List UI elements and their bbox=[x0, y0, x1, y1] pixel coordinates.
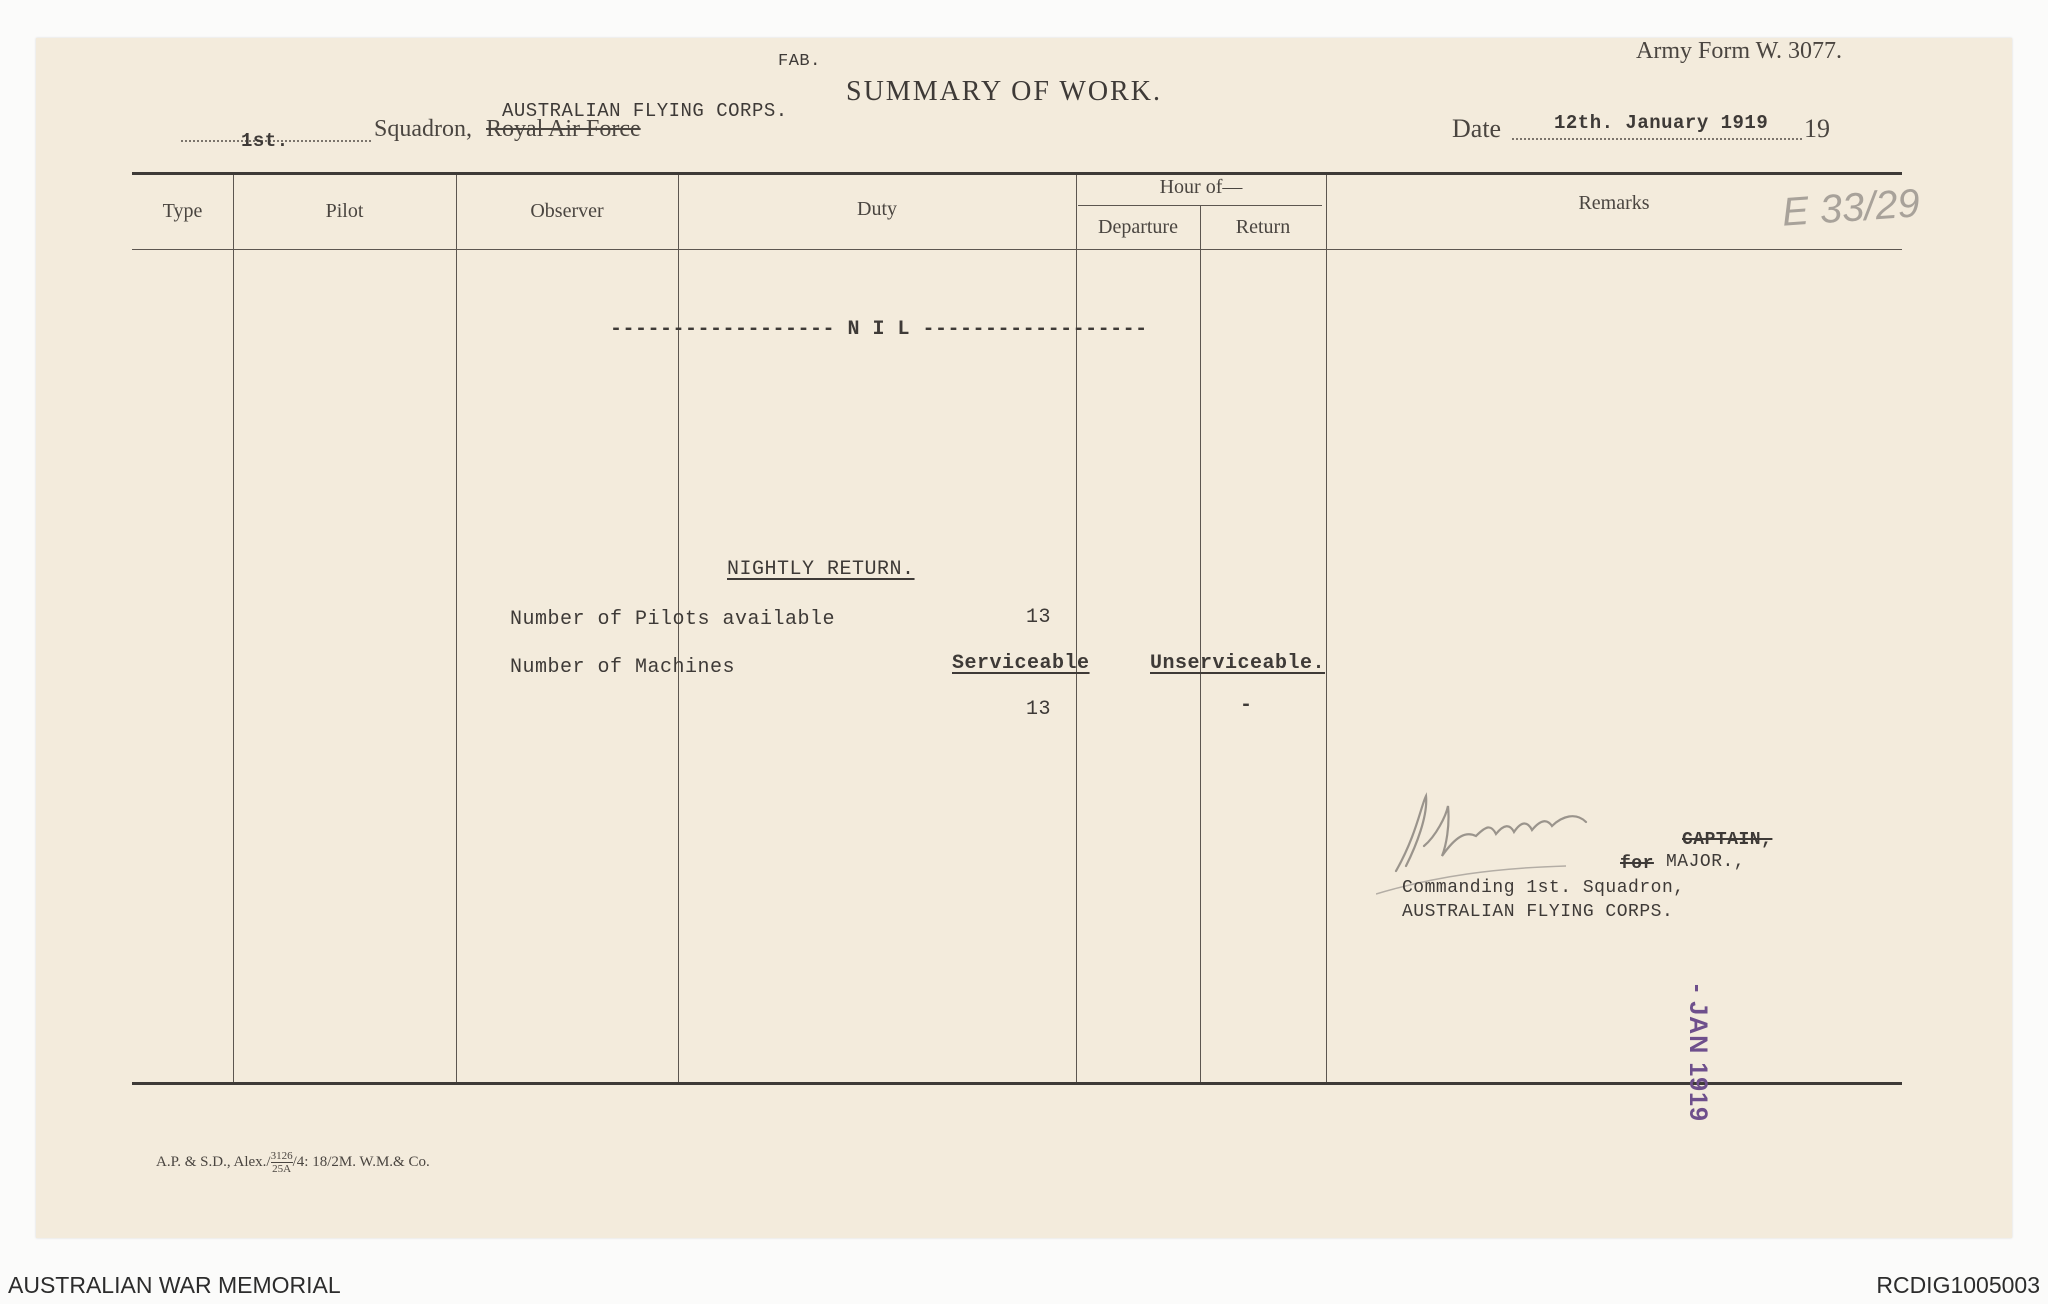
nil-entry: ------------------ N I L ------------------ bbox=[610, 318, 1148, 341]
archive-caption-left: AUSTRALIAN WAR MEMORIAL bbox=[8, 1272, 341, 1298]
header-bottom-rule bbox=[132, 249, 1902, 250]
header-type: Type bbox=[162, 200, 203, 222]
printer-prefix: A.P. & S.D., Alex./ bbox=[156, 1153, 271, 1170]
squadron-value: 1st. bbox=[241, 130, 289, 152]
pilots-available-label: Number of Pilots available bbox=[510, 608, 836, 631]
date-suffix: 19 bbox=[1804, 114, 1830, 143]
nightly-return-title: NIGHTLY RETURN. bbox=[727, 558, 915, 581]
commanding-line: Commanding 1st. Squadron, bbox=[1402, 878, 1685, 898]
col-divider-type bbox=[233, 175, 234, 1082]
printer-suffix: /4: 18/2M. W.M.& Co. bbox=[292, 1153, 430, 1170]
form-title: SUMMARY OF WORK. bbox=[846, 76, 1162, 107]
document-sheet bbox=[36, 38, 2012, 1238]
squadron-label: Squadron, bbox=[374, 116, 472, 142]
machines-label: Number of Machines bbox=[510, 656, 736, 679]
fraction-numerator: 3126 bbox=[270, 1150, 293, 1162]
date-dotted-line bbox=[1512, 138, 1802, 140]
header-hour-of: Hour of— bbox=[1159, 176, 1243, 198]
date-value: 12th. January 1919 bbox=[1554, 112, 1769, 134]
header-departure: Departure bbox=[1098, 216, 1178, 238]
header-duty: Duty bbox=[857, 198, 897, 220]
table-bottom-rule bbox=[132, 1082, 1902, 1085]
fab-mark: FAB. bbox=[778, 52, 821, 71]
signature-corps: AUSTRALIAN FLYING CORPS. bbox=[1402, 902, 1674, 922]
serviceable-label: Serviceable bbox=[952, 652, 1090, 675]
struck-rank: CAPTAIN, bbox=[1682, 830, 1773, 850]
table-top-rule bbox=[132, 172, 1902, 175]
serviceable-value: 13 bbox=[1026, 698, 1052, 721]
header-return: Return bbox=[1235, 216, 1291, 238]
col-divider-duty bbox=[1076, 175, 1077, 1082]
remarks-pencil-mark: E 33/29 bbox=[1780, 181, 1922, 235]
pilots-available-value: 13 bbox=[1026, 606, 1052, 629]
form-number: Army Form W. 3077. bbox=[1636, 38, 1843, 64]
unserviceable-value: - bbox=[1240, 694, 1253, 717]
struck-raf-text: Royal Air Force bbox=[486, 116, 641, 142]
received-date-stamp: - JAN 1919 bbox=[1684, 984, 1712, 1122]
archive-caption-right: RCDIG1005003 bbox=[1876, 1272, 2040, 1298]
printer-fraction bbox=[271, 1150, 293, 1175]
corps-typed: AUSTRALIAN FLYING CORPS. bbox=[502, 100, 788, 122]
header-pilot: Pilot bbox=[325, 200, 364, 222]
header-remarks: Remarks bbox=[1578, 192, 1650, 214]
for-text: for bbox=[1620, 854, 1654, 874]
col-divider-departure bbox=[1200, 206, 1201, 1082]
printer-imprint bbox=[156, 1150, 430, 1175]
col-divider-return bbox=[1326, 175, 1327, 1082]
date-label: Date bbox=[1452, 114, 1502, 143]
header-observer: Observer bbox=[530, 200, 604, 222]
fraction-denominator: 25A bbox=[272, 1163, 292, 1175]
col-divider-pilot bbox=[456, 175, 457, 1082]
unserviceable-label: Unserviceable. bbox=[1150, 652, 1326, 675]
signature-rank: MAJOR., bbox=[1666, 852, 1746, 872]
